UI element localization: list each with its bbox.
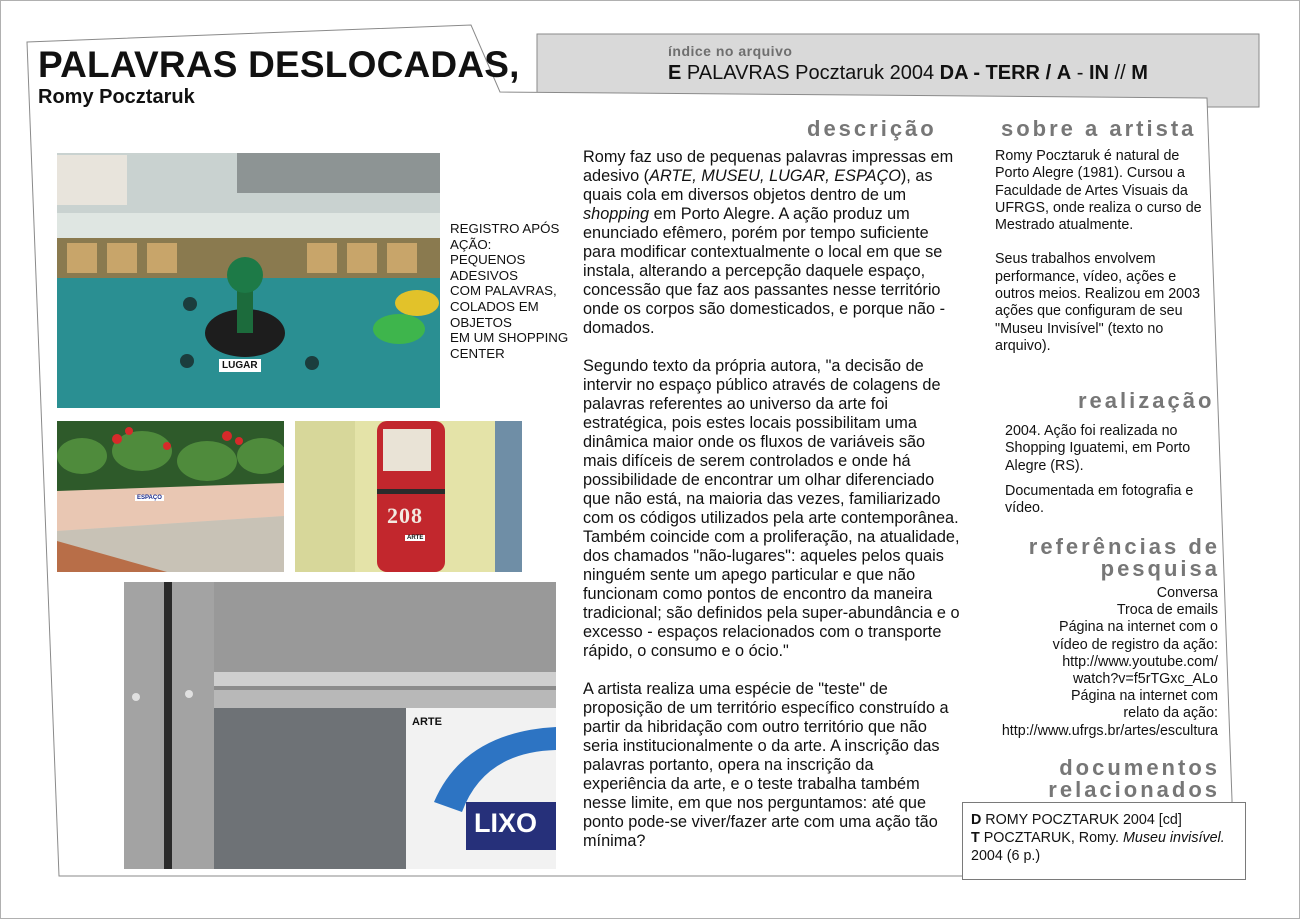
sobre-paragraph-1: Romy Pocztaruk é natural de Porto Alegre (1981). Cursou a Faculdade de Artes Visuais da UFRGS, onde realiza o curso de Mestrado atualmente. [995,148,1202,234]
descricao-paragraph-2: Segundo texto da própria autora, "a decisão de intervir no espaço público através de colagens de palavras referentes ao universo da arte foi estratégica, pois estes locais possibilitam uma dinâmica maior onde os fluxos de variáveis são mais difíceis de serem controlados e onde há possibilidade de encontrar um olhar diferenciado que não está, na maioria das vezes, familiarizado com os códigos utilizados pela arte contemporânea. Também coincide com a proliferação, na atualidade, dos chamados "não-lugares": aqueles pelos quais ninguém sente um apego particular e que não funcionam como pontos de encontro da maneira tradicional; são definidos pela super-abundância e o excesso - espaços relacionados com o transporte rápido, o consumo e o ócio." [583,357,960,660]
caption-line: CENTER [450,345,505,361]
descricao-paragraph-1: Romy faz uso de pequenas palavras impressas em adesivo (ARTE, MUSEU, LUGAR, ESPAÇO), as quais cola em diversos objetos dentro de um shopping em Porto Alegre. A ação produz um enunciado efêmero, porém por tempo suficiente para modificar contextualmente o local em que se instala, alterando a percepção daquele espaço, concessão que faz aos passantes nesse território onde os corpos são domesticados, e porque não - domados. [583,148,954,337]
descricao-paragraph-3: A artista realiza uma espécie de "teste" de proposição de um território específico construído a partir da hibridação com outro território que não seria institucionalmente o da arte. A inscrição das palavras portanto, opera na inscrição da experiência da arte, e o teste trabalha também nesse limite, em que nos perguntamos: até que ponto pode-se viver/fazer arte com uma ação tão mínima? [583,680,949,850]
documentos-box [962,802,1246,880]
index-sep1: / [1045,62,1052,84]
ref-line: Troca de emails [1116,602,1218,619]
caption-line: EM UM SHOPPING [450,330,569,346]
caption-line: AÇÃO: [450,236,492,252]
index-m: M [1131,62,1148,84]
ref-link[interactable]: watch?v=f5rTGxc_ALo [1072,671,1218,688]
index-e: E [668,62,682,84]
caption-line: OBJETOS [450,314,512,330]
index-a: A [1056,62,1072,84]
photo-planter [57,421,284,572]
photo-caption [450,221,580,361]
index-code [668,62,1148,85]
caption-line: PEQUENOS [450,252,526,268]
index-in: IN [1088,62,1109,84]
index-sep2: // [1114,62,1126,84]
referencias-list [1002,585,1218,740]
ref-line: relato da ação: [1123,705,1218,722]
label-lixo: LIXO [474,808,538,838]
caption-line: COM PALAVRAS, [450,283,557,299]
heading-referencias-line1: referências de [1028,534,1220,559]
photo-trash-bin [124,582,556,869]
caption-line: ADESIVOS [450,267,518,283]
ref-line: vídeo de registro da ação: [1052,636,1218,653]
ref-link[interactable]: http://www.ufrgs.br/artes/escultura [1001,722,1218,739]
doc-t-year: 2004 (6 p.) [971,848,1041,864]
heading-descricao: descrição [807,116,937,141]
realizacao-text [1005,423,1215,534]
page-title: PALAVRAS DESLOCADAS, [38,44,520,85]
ref-link[interactable]: http://www.youtube.com/ [1062,653,1218,670]
heading-sobre-artista: sobre a artista [1001,116,1197,141]
doc-d-line: D ROMY POCZTARUK 2004 [cd] [971,812,1182,828]
caption-line: COLADOS EM [450,298,539,314]
heading-documentos-line1: documentos [1059,755,1220,780]
index-label: índice no arquivo [668,43,793,59]
descricao-text [583,148,961,870]
ref-line: Página na internet com o [1059,619,1218,636]
doc-t-line: T POCZTARUK, Romy. Museu invisível. [971,830,1225,846]
heading-documentos [1048,757,1220,801]
label-lugar: LUGAR [219,359,261,372]
caption-line: REGISTRO APÓS [450,221,560,236]
extinguisher-number: 208 [387,503,423,528]
index-words: PALAVRAS Pocztaruk 2004 [686,62,935,84]
realizacao-paragraph-2: Documentada em fotografia e vídeo. [1005,482,1194,517]
sobre-text [995,148,1210,372]
heading-referencias-line2: pesquisa [1100,556,1220,581]
heading-realizacao: realização [1078,388,1215,413]
label-espaco: ESPAÇO [137,495,162,501]
author-name: Romy Pocztaruk [38,86,195,108]
photo-joystick [57,153,440,408]
heading-referencias [1029,536,1220,580]
label-arte: ARTE [412,716,442,728]
index-dash: - [1076,62,1084,84]
photo-extinguisher [295,421,522,572]
realizacao-paragraph-1: 2004. Ação foi realizada no Shopping Iguatemi, em Porto Alegre (RS). [1005,423,1191,474]
label-arte-small: ARTE [407,535,424,541]
ref-line: Página na internet com [1070,688,1218,705]
sobre-paragraph-2: Seus trabalhos envolvem performance, vídeo, ações e outros meios. Realizou em 2003 ações que configuram de seu "Museu Invisível" (texto no arquivo). [995,251,1201,354]
heading-documentos-line2: relacionados [1048,777,1220,802]
ref-line: Conversa [1156,585,1218,601]
index-da-terr: DA - TERR [939,62,1041,84]
